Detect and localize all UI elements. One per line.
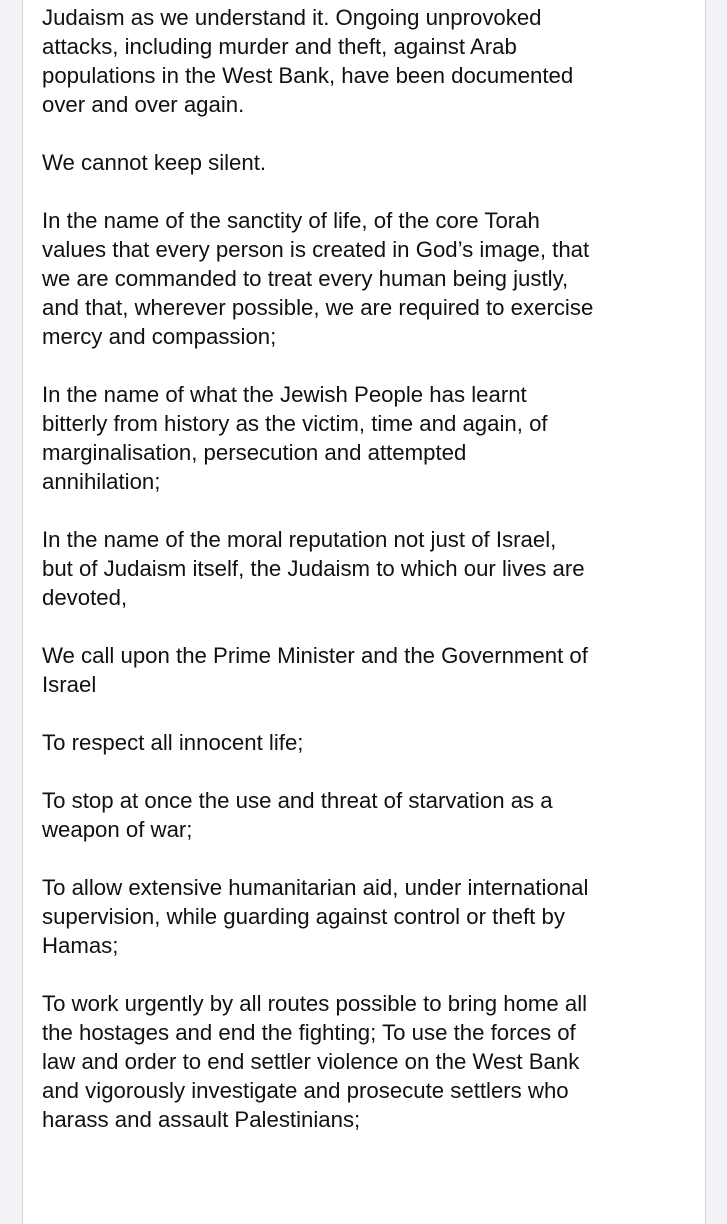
paragraph-10: To work urgently by all routes possible to bring home all the hostages and end the fighting; To use the forces of law and order to end settler violence on the West Bank and vigorously investigate and prosecute settlers who harass and assault Palestinians;: [42, 991, 588, 1132]
paragraph-6: We call upon the Prime Minister and the Government of Israel: [42, 643, 588, 697]
paragraph-4: In the name of what the Jewish People has learnt bitterly from history as the victim, time and again, of marginalisation, persecution and attempted annihilation;: [42, 382, 548, 494]
document-page: [22, 0, 706, 1224]
paragraph-1: Judaism as we understand it. Ongoing unprovoked attacks, including murder and theft, against Arab populations in the West Bank, have been documented over and over again.: [42, 5, 574, 117]
paragraph-3: In the name of the sanctity of life, of the core Torah values that every person is created in God’s image, that we are commanded to treat every human being justly, and that, wherever possible, we are required to exercise mercy and compassion;: [42, 208, 594, 349]
paragraph-9: To allow extensive humanitarian aid, under international supervision, while guarding against control or theft by Hamas;: [42, 875, 589, 958]
document-body: [42, 3, 702, 1163]
paragraph-8: To stop at once the use and threat of starvation as a weapon of war;: [42, 788, 553, 842]
paragraph-2: We cannot keep silent.: [42, 150, 267, 175]
paragraph-5: In the name of the moral reputation not just of Israel, but of Judaism itself, the Judaism to which our lives are devoted,: [42, 527, 585, 610]
paragraph-7: To respect all innocent life;: [42, 730, 304, 755]
